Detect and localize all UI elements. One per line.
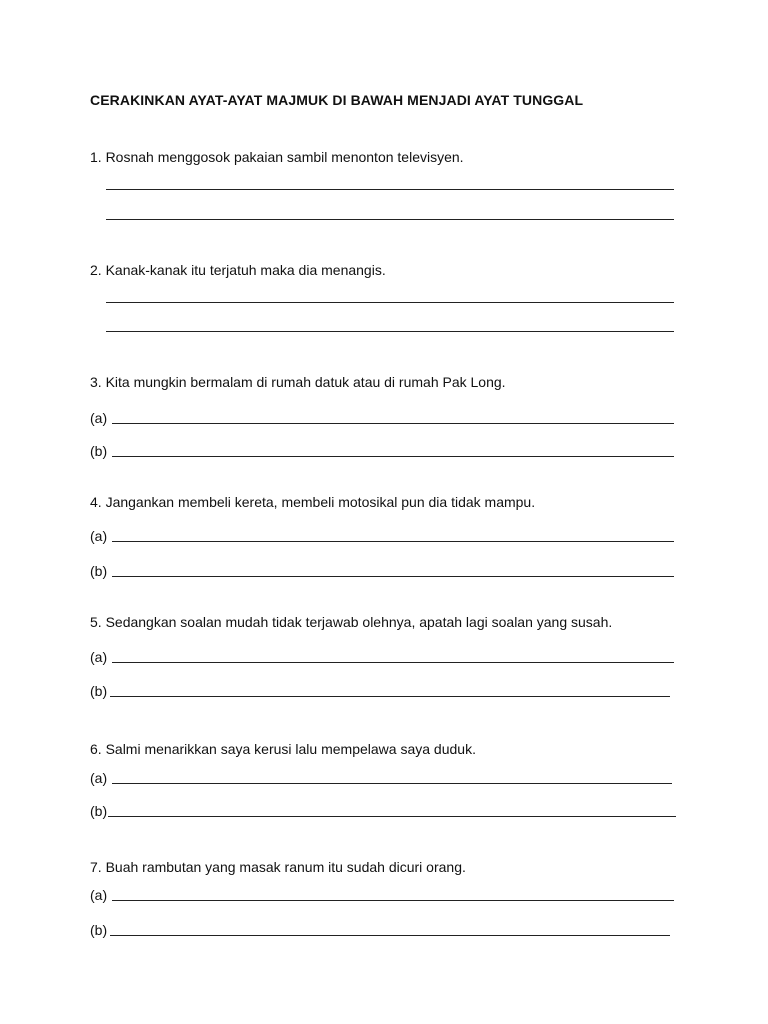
question-6-answer-line-b[interactable] [108, 816, 676, 817]
question-3-label-a: (a) [90, 410, 108, 426]
question-3-answer-line-a[interactable] [112, 423, 674, 424]
question-6-answer-line-a[interactable] [112, 783, 672, 784]
question-4-answer-line-a[interactable] [112, 541, 674, 542]
question-5-answer-line-a[interactable] [112, 662, 674, 663]
question-2-answer-line-1[interactable] [106, 302, 674, 303]
question-6-label-a: (a) [90, 770, 108, 786]
question-7-text: 7. Buah rambutan yang masak ranum itu sudah dicuri orang. [90, 859, 466, 875]
question-4-text: 4. Jangankan membeli kereta, membeli motosikal pun dia tidak mampu. [90, 494, 536, 510]
question-7-label-b: (b) [90, 922, 108, 938]
question-5-label-a: (a) [90, 649, 108, 665]
question-5-answer-line-b[interactable] [110, 696, 670, 697]
question-2-answer-line-2[interactable] [106, 331, 674, 332]
question-1-text: 1. Rosnah menggosok pakaian sambil menonton televisyen. [90, 149, 464, 165]
question-4-answer-line-b[interactable] [112, 576, 674, 577]
question-5-text: 5. Sedangkan soalan mudah tidak terjawab olehnya, apatah lagi soalan yang susah. [90, 614, 613, 630]
question-6-label-b: (b) [90, 803, 108, 819]
question-7-answer-line-a[interactable] [112, 900, 674, 901]
question-1-answer-line-1[interactable] [106, 189, 674, 190]
question-3-answer-line-b[interactable] [112, 456, 674, 457]
question-6-text: 6. Salmi menarikkan saya kerusi lalu mempelawa saya duduk. [90, 741, 476, 757]
question-4-label-b: (b) [90, 563, 108, 579]
question-1-answer-line-2[interactable] [106, 219, 674, 220]
question-3-label-b: (b) [90, 443, 108, 459]
question-7-answer-line-b[interactable] [110, 935, 670, 936]
question-3-text: 3. Kita mungkin bermalam di rumah datuk atau di rumah Pak Long. [90, 374, 506, 390]
worksheet-title: CERAKINKAN AYAT-AYAT MAJMUK DI BAWAH MENJADI AYAT TUNGGAL [90, 92, 584, 108]
question-2-text: 2. Kanak-kanak itu terjatuh maka dia menangis. [90, 262, 386, 278]
question-5-label-b: (b) [90, 683, 108, 699]
question-7-label-a: (a) [90, 887, 108, 903]
question-4-label-a: (a) [90, 528, 108, 544]
